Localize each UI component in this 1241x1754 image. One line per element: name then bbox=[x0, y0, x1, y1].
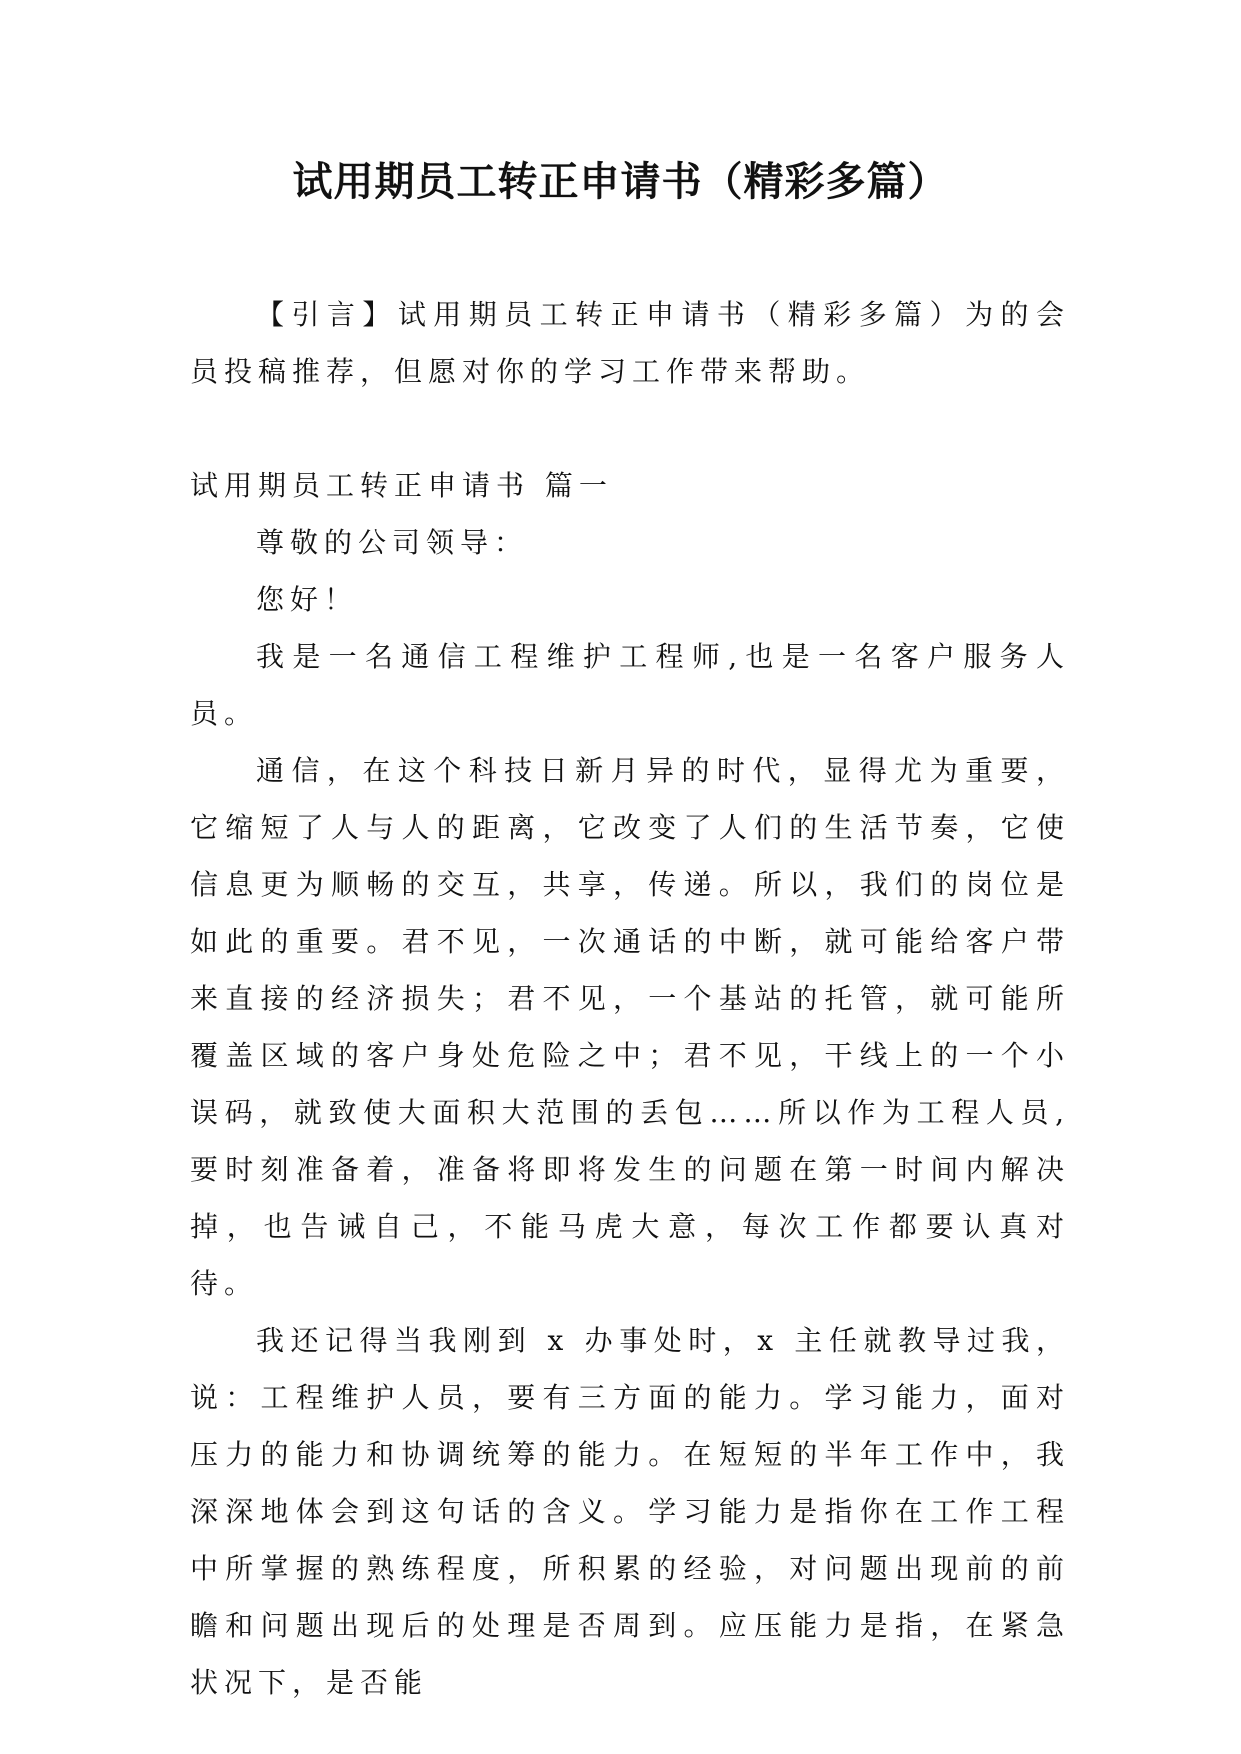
document-body bbox=[190, 286, 1070, 1711]
greeting: 您好！ bbox=[256, 583, 359, 616]
salutation: 尊敬的公司领导： bbox=[256, 526, 529, 559]
spacer bbox=[190, 400, 1070, 457]
body-paragraph: 通信，在这个科技日新月异的时代，显得尤为重要，它缩短了人与人的距离，它改变了人们的生活节奏，它使信息更为顺畅的交互，共享，传递。所以，我们的岗位是如此的重要。君不见，一次通话的中断，就可能给客户带来直接的经济损失；君不见，一个基站的托管，就可能所覆盖区域的客户身处危险之中；君不见，干线上的一个小误码，就致使大面积大范围的丢包……所以作为工程人员,要时刻准备着，准备将即将发生的问题在第一时间内解决掉，也告诫自己，不能马虎大意，每次工作都要认真对待。 bbox=[190, 754, 1070, 1300]
document-title: 试用期员工转正申请书（精彩多篇） bbox=[292, 159, 949, 205]
body-paragraph: 我还记得当我刚到 x 办事处时，x 主任就教导过我，说：工程维护人员，要有三方面的能力。学习能力，面对压力的能力和协调统筹的能力。在短短的半年工作中，我深深地体会到这句话的含义。学习能力是指你在工作工程中所掌握的熟练程度，所积累的经验，对问题出现前的前瞻和问题出现后的处理是否周到。应压能力是指，在紧急状况下，是否能 bbox=[190, 1324, 1070, 1699]
section-heading: 试用期员工转正申请书 篇一 bbox=[190, 469, 613, 502]
body-paragraph: 我是一名通信工程维护工程师,也是一名客户服务人员。 bbox=[190, 640, 1070, 730]
intro-paragraph: 【引言】试用期员工转正申请书（精彩多篇）为的会员投稿推荐，但愿对你的学习工作带来帮助。 bbox=[190, 298, 1070, 388]
